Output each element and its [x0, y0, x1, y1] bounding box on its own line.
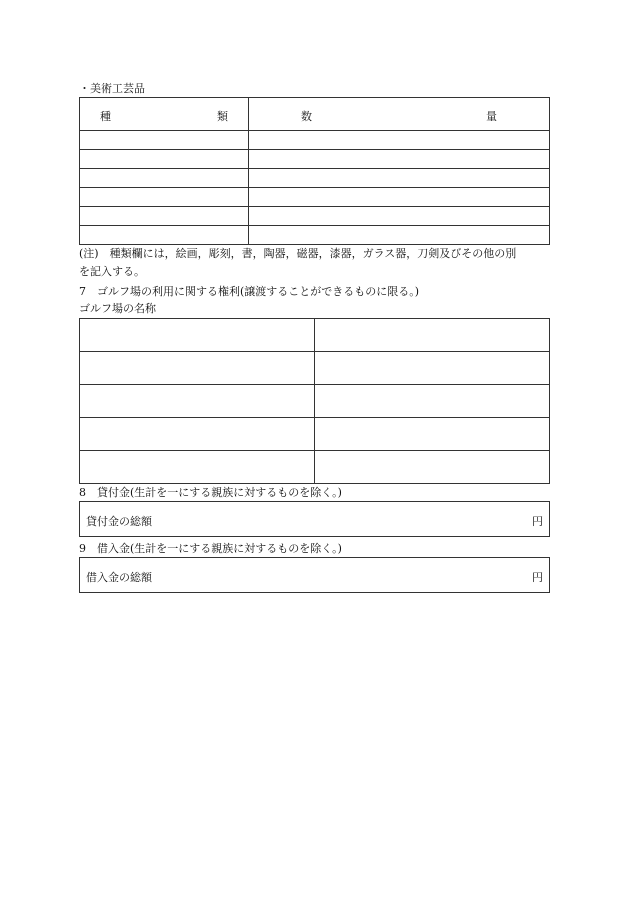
golf-name-cell[interactable]	[80, 385, 315, 418]
art-qty-cell[interactable]	[249, 226, 550, 245]
col-header-type-char2: 類	[217, 110, 228, 123]
golf-section-title: 7 ゴルフ場の利用に関する権利(譲渡することができるものに限る。)	[79, 285, 420, 298]
art-section-heading: ・美術工芸品	[79, 82, 145, 95]
art-qty-cell[interactable]	[249, 131, 550, 150]
col-header-type	[80, 98, 249, 131]
golf-name-cell[interactable]	[80, 418, 315, 451]
golf-name-cell[interactable]	[80, 352, 315, 385]
debts-total-box[interactable]	[79, 557, 550, 593]
golf-name-cell[interactable]	[80, 451, 315, 484]
golf-name-label: ゴルフ場の名称	[79, 302, 156, 315]
art-qty-cell[interactable]	[249, 188, 550, 207]
art-type-cell[interactable]	[80, 150, 249, 169]
art-note	[79, 245, 554, 281]
loans-total-box[interactable]	[79, 501, 550, 537]
col-header-qty-char2: 量	[486, 110, 497, 123]
golf-value-cell[interactable]	[315, 319, 550, 352]
col-header-quantity	[249, 98, 550, 131]
golf-value-cell[interactable]	[315, 352, 550, 385]
art-type-cell[interactable]	[80, 207, 249, 226]
art-qty-cell[interactable]	[249, 150, 550, 169]
debts-section-title: 9 借入金(生計を一にする親族に対するものを除く。)	[79, 542, 342, 555]
art-type-cell[interactable]	[80, 226, 249, 245]
debts-total-label: 借入金の総額	[86, 571, 152, 584]
col-header-type-char1: 種	[100, 110, 111, 123]
golf-value-cell[interactable]	[315, 451, 550, 484]
art-type-cell[interactable]	[80, 131, 249, 150]
golf-name-cell[interactable]	[80, 319, 315, 352]
loans-unit: 円	[532, 515, 543, 528]
golf-table	[79, 318, 550, 484]
golf-value-cell[interactable]	[315, 418, 550, 451]
art-table	[79, 97, 550, 245]
loans-section-title: 8 貸付金(生計を一にする親族に対するものを除く。)	[79, 486, 342, 499]
art-note-line1: (注) 種類欄には，絵画，彫刻，書，陶器，磁器，漆器，ガラス器，刀剣及びその他の別	[79, 247, 517, 260]
loans-total-label: 貸付金の総額	[86, 515, 152, 528]
art-type-cell[interactable]	[80, 188, 249, 207]
golf-value-cell[interactable]	[315, 385, 550, 418]
debts-unit: 円	[532, 571, 543, 584]
art-qty-cell[interactable]	[249, 169, 550, 188]
art-note-line2: を記入する。	[79, 265, 145, 278]
col-header-qty-char1: 数	[301, 110, 312, 123]
art-qty-cell[interactable]	[249, 207, 550, 226]
art-type-cell[interactable]	[80, 169, 249, 188]
